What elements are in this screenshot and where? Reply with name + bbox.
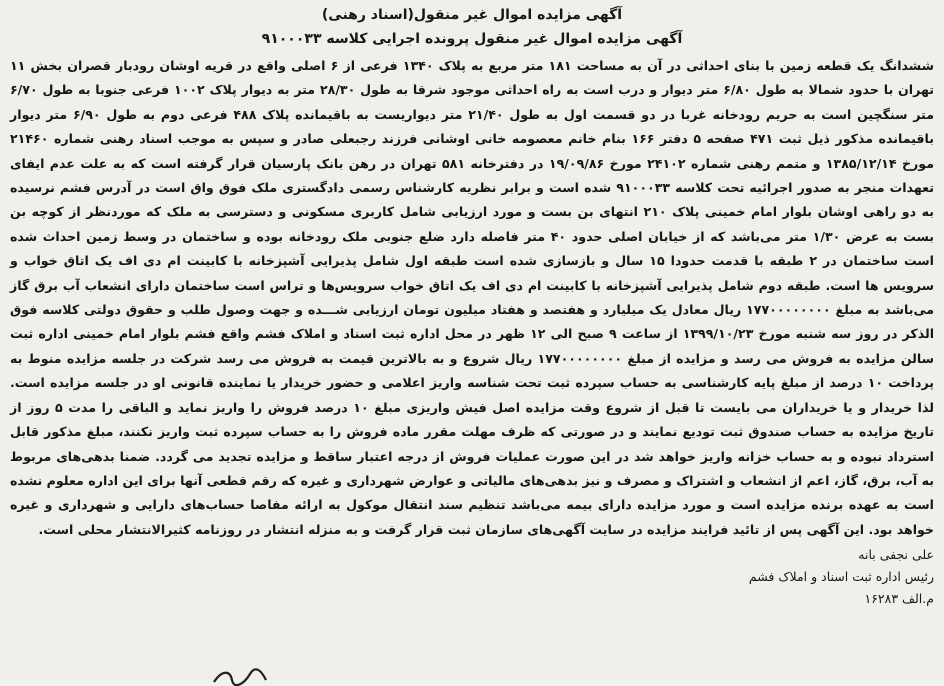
notice-title: آگهی مزایده اموال غیر منقول(اسناد رهنی) [321,7,623,23]
notice-subtitle: آگهی مزایده اموال غیر منقول پرونده اجرایی کلاسه ۹۱۰۰۰۳۳ [261,31,683,47]
pen-mark-icon [210,666,270,686]
notice-body: ششدانگ یک قطعه زمین با بنای احداثی در آن به مساحت ۱۸۱ متر مربع به پلاک ۱۳۴۰ فرعی از ۶ اصلی واقع در قریه اوشان رودبار قصران بخش ۱۱ تهران با حدود شمالا به طول ۶/۸۰ متر دیوار و درب است به راه احداثی موجود شرقا به طول ۲۸/۳۰ متر به دیوار پلاک ۱۰۰۲ فرعی جنوبا به طول ۶/۷۰ متر سنگچین است به حریم رودخانه غربا در دو قسمت اول به طول ۲۱/۴۰ متر دیواریست به باقیمانده پلاک ۴۸۸ فرعی دوم به طول ۶/۹۰ متر دیوار باقیمانده مذکور ذیل ثبت ۴۷۱ صفحه ۵ دفتر ۱۶۶ بنام خانم معصومه خانی اوشانی فرزند رجبعلی صادر و سپس به موجب اسناد رهنی شماره ۲۱۴۶۰ مورخ ۱۳۸۵/۱۲/۱۴ و متمم رهنی شماره ۲۴۱۰۲ مورخ ۱۹/۰۹/۸۶ در دفترخانه ۵۸۱ تهران در رهن بانک پارسیان قرار گرفته است که به علت عدم ایفای تعهدات منجر به صدور اجرائیه تحت کلاسه ۹۱۰۰۰۳۳ شده است و برابر نظریه کارشناس رسمی دادگستری ملک فوق واق است در آدرس فشم نرسیده به دو راهی اوشان بلوار امام خمینی پلاک ۲۱۰ انتهای بن بست و مورد ارزیابی شامل کاربری مسکونی و دسترسی به ملک که موردنظر از کوچه بن بست به عرض ۱/۳۰ متر می‌باشد که از خیابان اصلی حدود ۴۰ متر فاصله دارد ضلع جنوبی ملک رودخانه بوده و ساختمان در وسط زمین احداث شده است ساختمان در ۲ طبقه با قدمت حدودا ۱۵ سال و بازسازی شده است طبقه اول شامل پذیرایی آشپزخانه با کابینت ام دی اف یک اتاق خواب و سرویس ها است. طبقه دوم شامل پذیرایی آشپزخانه با کابینت ام دی اف یک اتاق خواب سرویس‌ها و تراس است ساختمان دارای انشعاب آب برق گاز می‌باشد به مبلغ ۱۷۷۰۰۰۰۰۰۰۰ ریال معادل یک میلیارد و هفتصد و هفتاد میلیون تومان ارزیابی شـــده و جهت وصول طلب و حقوق دولتی کلاسه فوق الذکر در روز سه شنبه مورخ ۱۳۹۹/۱۰/۲۳ از ساعت ۹ صبح الی ۱۲ ظهر در محل اداره ثبت اسناد و املاک فشم واقع فشم بلوار امام خمینی اداره ثبت سالن مزایده به فروش می رسد و مزایده از مبلغ ۱۷۷۰۰۰۰۰۰۰۰ ریال شروع و به بالاترین قیمت به فروش می رسد شرکت در جلسه مزایده منوط به پرداخت ۱۰ درصد از مبلغ پایه کارشناسی به حساب سپرده ثبت تحت شناسه واریز اعلامی و حضور خریدار یا نماینده قانونی او در جلسه مزایده است. لذا خریدار و یا خریداران می بایست تا قبل از شروع وقت مزایده اصل فیش واریزی مبلغ ۱۰ درصد فروش را واریز نماید و الباقی را مدت ۵ روز از تاریخ مزایده به حساب صندوق ثبت تودیع نمایند و در صورتی که ظرف مهلت مقرر ماده فروش را به حساب سپرده ثبت واریز نکنند، مبلغ مذکور قابل استرداد نبوده و به حساب خزانه واریز خواهد شد در این صورت عملیات فروش از درجه اعتبار ساقط و مزایده تجدید می گردد. ضمنا بدهی‌های مربوط به آب، برق، گاز، اعم از انشعاب و اشتراک و مصرف و نیز بدهی‌های مالیاتی و عوارض شهرداری و غیره که رقم قطعی آنها برای این اداره معلوم نشده است به عهده برنده مزایده است و مورد مزایده دارای بیمه می‌باشد تنظیم سند انتقال موکول به ارائه مفاصا حساب‌های دارایی و شهرداری و غیره خواهد بود. این آگهی پس از تائید فرایند مزایده در سایت آگهی‌های سازمان ثبت قرار گرفت و به منزله انتشار در روزنامه کثیرالانتشار محلی است. [10,58,935,537]
signature-block [10,544,934,610]
notice-code: م.الف ۱۶۲۸۳ [864,591,934,607]
signatory-name: علی نجفی بانه [858,547,934,563]
signatory-position: رئیس اداره ثبت اسناد و املاک فشم [748,569,934,585]
